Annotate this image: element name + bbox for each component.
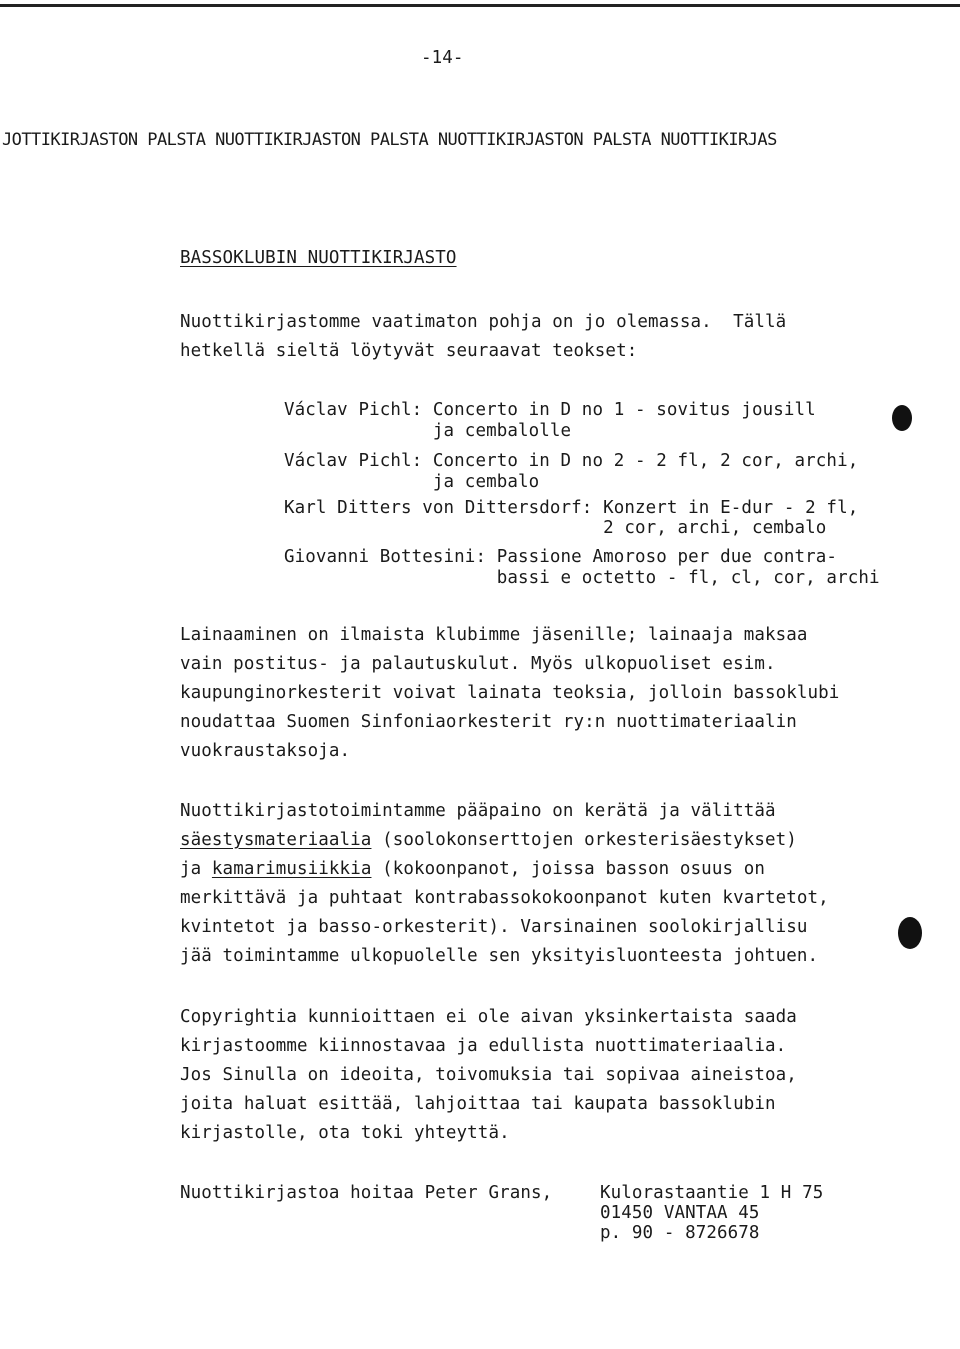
focus-line: kvintetot ja basso-orkesterit). Varsinainen soolokirjallisu [180, 917, 808, 937]
chamber-music-term: kamarimusiikkia [211, 859, 372, 879]
work-entry: Václav Pichl: Concerto in D no 2 - 2 fl, 2 cor, archi, [284, 451, 859, 471]
lending-line: vain postitus- ja palautuskulut. Myös ulkopuoliset esim. [180, 654, 776, 674]
work-entry-continuation: ja cembalo [284, 472, 540, 492]
lending-line: noudattaa Suomen Sinfoniaorkesterit ry:n nuottimateriaalin [180, 712, 797, 732]
contact-lead: Nuottikirjastoa hoitaa Peter Grans, [180, 1183, 553, 1203]
copyright-line: kirjastolle, ota toki yhteyttä. [180, 1123, 510, 1143]
contact-postal-line: 01450 VANTAA 45 [600, 1203, 760, 1223]
page-number: -14- [421, 48, 464, 68]
work-entry: Václav Pichl: Concerto in D no 1 - sovitus jousill [284, 400, 816, 420]
focus-line: säestysmateriaalia (soolokonserttojen orkesterisäestykset) [180, 830, 797, 850]
focus-line: ja kamarimusiikkia (kokoonpanot, joissa basson osuus on [180, 859, 765, 879]
focus-line: Nuottikirjastotoimintamme pääpaino on kerätä ja välittää [180, 801, 776, 821]
lending-line: kaupunginorkesterit voivat lainata teoksia, jolloin bassoklubi [180, 683, 840, 703]
ink-blot [892, 405, 912, 431]
intro-line: hetkellä sieltä löytyvät seuraavat teokset: [180, 341, 638, 361]
contact-address-line: Kulorastaantie 1 H 75 [600, 1183, 824, 1203]
accompaniment-term: säestysmateriaalia [180, 830, 372, 850]
section-heading: BASSOKLUBIN NUOTTIKIRJASTO [180, 248, 457, 268]
lending-line: vuokraustaksoja. [180, 741, 351, 761]
copyright-line: Jos Sinulla on ideoita, toivomuksia tai sopivaa aineistoa, [180, 1065, 797, 1085]
work-entry: Giovanni Bottesini: Passione Amoroso per due contra- [284, 547, 838, 567]
focus-line: jää toimintamme ulkopuolelle sen yksityisluonteesta johtuen. [180, 946, 819, 966]
intro-line: Nuottikirjastomme vaatimaton pohja on jo olemassa. Tällä [180, 312, 787, 332]
work-entry-continuation: ja cembalolle [284, 421, 572, 441]
top-rule [0, 4, 960, 7]
copyright-line: Copyrightia kunnioittaen ei ole aivan yksinkertaista saada [180, 1007, 797, 1027]
copyright-line: joita haluat esittää, lahjoittaa tai kaupata bassoklubin [180, 1094, 776, 1114]
work-entry: Karl Ditters von Dittersdorf: Konzert in E-dur - 2 fl, [284, 498, 859, 518]
copyright-line: kirjastoomme kiinnostavaa ja edullista nuottimateriaalia. [180, 1036, 787, 1056]
contact-phone-line: p. 90 - 8726678 [600, 1223, 760, 1243]
lending-line: Lainaaminen on ilmaista klubimme jäsenille; lainaaja maksaa [180, 625, 808, 645]
ink-blot [898, 917, 922, 949]
work-entry-continuation: bassi e octetto - fl, cl, cor, archi [284, 568, 880, 588]
column-banner: JOTTIKIRJASTON PALSTA NUOTTIKIRJASTON PALSTA NUOTTIKIRJASTON PALSTA NUOTTIKIRJAS [2, 130, 777, 150]
focus-line: merkittävä ja puhtaat kontrabassokokoonpanot kuten kvartetot, [180, 888, 829, 908]
work-entry-continuation: 2 cor, archi, cembalo [284, 518, 827, 538]
